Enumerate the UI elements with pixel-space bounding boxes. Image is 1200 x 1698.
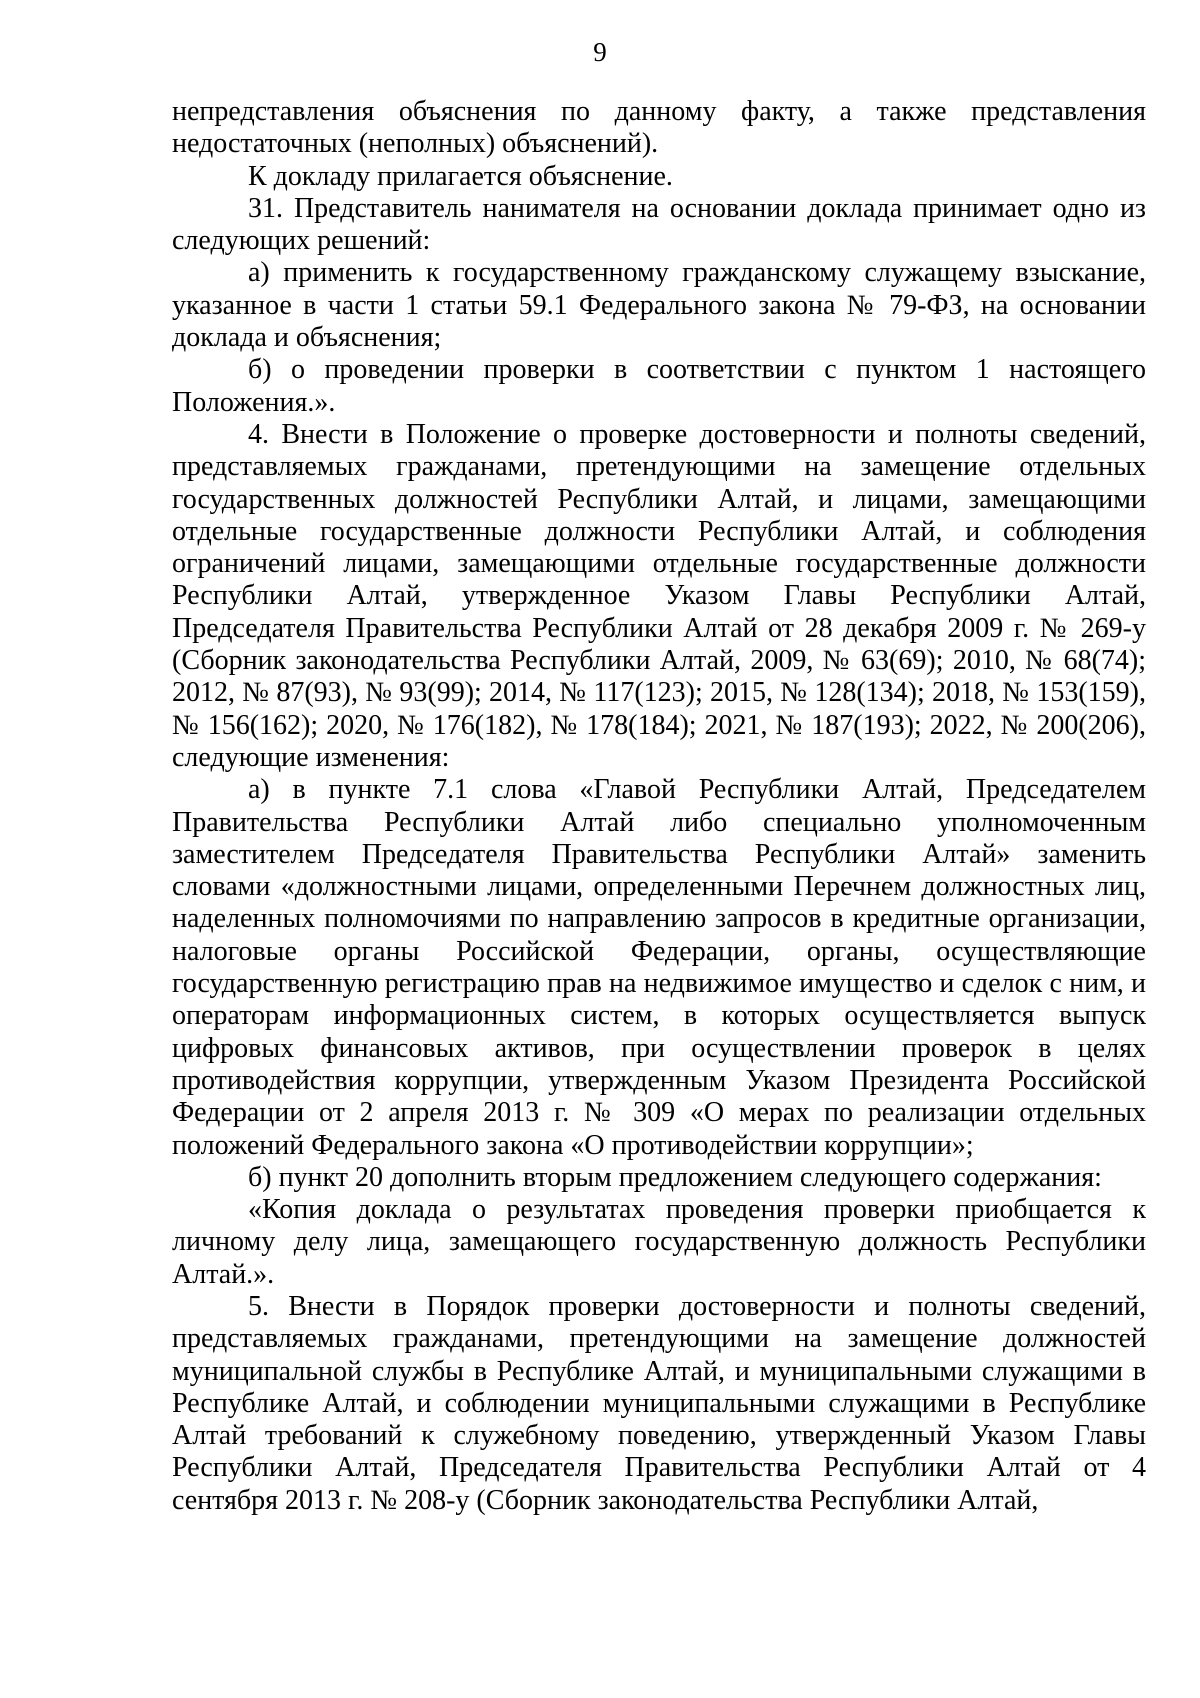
paragraph: а) в пункте 7.1 слова «Главой Республики Алтай, Председателем Правительства Республики Алтай либо специально уполномоченным заместителем Председателя Правительства Республики Алтай» заменить словами «должностными лицами, определенными Перечнем должностных лиц, наделенных полномочиями по направлению запросов в кредитные организации, налоговые органы Российской Федерации, органы, осуществляющие государственную регистрацию прав на недвижимое имущество и сделок с ним, и операторам информационных систем, в которых осуществляется выпуск цифровых финансовых активов, при осуществлении проверок в целях противодействия коррупции, утвержденным Указом Президента Российской Федерации от 2 апреля 2013 г. № 309 «О мерах по реализации отдельных положений Федерального закона «О противодействии коррупции»; xyxy=(172,774,1146,1161)
paragraph: б) пункт 20 дополнить вторым предложением следующего содержания: xyxy=(248,1161,1102,1193)
paragraph: а) применить к государственному гражданскому служащему взыскание, указанное в части 1 статьи 59.1 Федерального закона № 79-ФЗ, на основании доклада и объяснения; xyxy=(172,257,1146,354)
paragraph: 31. Представитель нанимателя на основании доклада принимает одно из следующих решений: xyxy=(172,192,1146,257)
paragraph: «Копия доклада о результатах проведения проверки приобщается к личному делу лица, замещающего государственную должность Республики Алтай.». xyxy=(172,1194,1146,1290)
paragraph: б) о проведении проверки в соответствии с пунктом 1 настоящего Положения.». xyxy=(172,354,1146,418)
document-body xyxy=(172,96,1146,1517)
paragraph: 4. Внести в Положение о проверке достоверности и полноты сведений, представляемых гражданами, претендующими на замещение отдельных государственных должностей Республики Алтай, и лицами, замещающими отдельные государственные должности Республики Алтай, и соблюдения ограничений лицами, замещающими отдельные государственные должности Республики Алтай, утвержденное Указом Главы Республики Алтай, Председателя Правительства Республики Алтай от 28 декабря 2009 г. № 269-у (Сборник законодательства Республики Алтай, 2009, № 63(69); 2010, № 68(74); 2012, № 87(93), № 93(99); 2014, № 117(123); 2015, № 128(134); 2018, № 153(159), № 156(162); 2020, № 176(182), № 178(184); 2021, № 187(193); 2022, № 200(206), следующие изменения: xyxy=(172,418,1146,773)
page-number: 9 xyxy=(593,37,607,67)
paragraph: 5. Внести в Порядок проверки достоверности и полноты сведений, представляемых гражданами, претендующими на замещение должностей муниципальной службы в Республике Алтай, и муниципальными служащими в Республике Алтай, и соблюдении муниципальными служащими в Республике Алтай требований к служебному поведению, утвержденный Указом Главы Республики Алтай, Председателя Правительства Республики Алтай от 4 сентября 2013 г. № 208-у (Сборник законодательства Республики Алтай, xyxy=(172,1290,1146,1516)
paragraph: непредставления объяснения по данному факту, а также представления недостаточных (неполных) объяснений). xyxy=(172,96,1146,160)
paragraph: К докладу прилагается объяснение. xyxy=(248,160,673,192)
